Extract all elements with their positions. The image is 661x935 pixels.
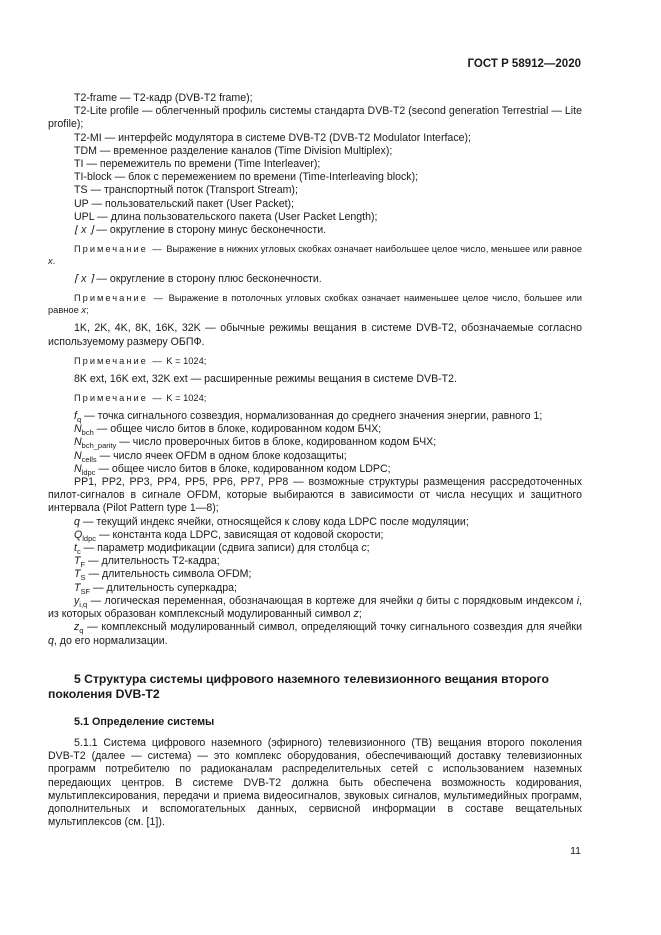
definition-line: TDM — временное разделение каналов (Time Division Multiplex); [74,144,393,157]
note-label: Примечание — [74,393,164,404]
note-label: Примечание — [74,244,164,255]
definition-line: T2-Lite profile — облегченный профиль системы стандарта DVB-T2 (second generation Terrestrial — Lite profile); [48,105,582,131]
symbol-definition: $T_{SF}$ — длительность суперкадра; [74,581,237,596]
note-label: Примечание — [74,355,164,366]
symbol-definition: $Q_{ldpc}$ — константа кода LDPC, зависящая от кодовой скорости; [74,528,384,543]
page-content [48,92,582,829]
symbol-definition: $N_{ldpc}$ — общее число битов в блоке, кодированном кодом LDPC; [74,462,391,477]
symbol-definition: $t_c$ — параметр модификации (сдвига записи) для столбца c; [74,542,370,557]
pilot-pattern-definition: PP1, PP2, PP3, PP4, PP5, PP6, PP7, PP8 — возможные структуры размещения рассредоточенных пилот-сигналов в сигнале OFDM, которые выбираются в зависимости от числа несущих и защитного интервала (Pilot Pattern type 1—8); [48,476,582,515]
note-floor: Примечание — Выражение в нижних угловых скобках означает наибольшее целое число, меньшее или равное x. [48,244,582,267]
definition-line: TS — транспортный поток (Transport Stream); [74,184,298,197]
definition-line: UP — пользовательский пакет (User Packet); [74,197,294,210]
page-number: 11 [570,845,581,857]
body-paragraph: 5.1.1 Система цифрового наземного (эфирного) телевизионного (ТВ) вещания второго поколения DVB-T2 (далее — система) — это комплекс оборудования, обеспечивающий доставку телевизионных программ потребителю по радиоканалам распределительных сетей с использованием наземных передающих центров. В системе DVB-T2 должна быть обеспечена возможность кодирования, мультиплексирования, передачи и приема видеосигналов, звуковых сигналов, мультимедийных программ, дополнительных и вспомогательных данных, сервисной информации в составе вещательных мультиплексов (см. [1]). [48,736,582,829]
definition-line: TI-block — блок с перемежением по времени (Time-Interleaving block); [74,171,419,184]
symbol-definition: q — текущий индекс ячейки, относящейся к слову кода LDPC после модуляции; [74,515,469,528]
ceil-definition: ⌈ x ⌉ — округление в сторону плюс бесконечности. [74,273,322,286]
symbol-definition: $f_q$ — точка сигнального созвездия, нормализованная до среднего значения энергии, равного 1; [74,410,543,425]
definition-line: T2-MI — интерфейс модулятора в системе DVB-T2 (DVB-T2 Modulator Interface); [74,131,471,144]
symbol-definition: $N_{bch}$ — общее число битов в блоке, кодированном кодом БЧХ; [74,423,382,438]
symbol-definition: $T_F$ — длительность T2-кадра; [74,555,220,570]
section-heading: 5 Структура системы цифрового наземного телевизионного вещания второго поколения DVB-T2 [48,671,549,701]
definition-line: TI — перемежитель по времени (Time Interleaver); [74,158,321,171]
modes-paragraph: 1K, 2K, 4K, 8K, 16K, 32K — обычные режимы вещания в системе DVB-T2, обозначаемые согласно используемому размеру ОБПФ. [48,322,582,348]
subsection-heading: 5.1 Определение системы [74,715,215,728]
definition-line: T2-frame — T2-кадр (DVB-T2 frame); [74,92,253,104]
note-ceil: Примечание — Выражение в потолочных угловых скобках означает наименьшее целое число, большее или равное x; [48,293,582,316]
document-header: ГОСТ Р 58912—2020 [467,58,581,70]
symbol-definition: $N_{cells}$ — число ячеек OFDM в одном блоке кодозащиты; [74,449,347,464]
note-label: Примечание — [74,293,165,304]
ext-modes-paragraph: 8K ext, 16K ext, 32K ext — расширенные режимы вещания в системе DVB-T2. [74,372,457,385]
symbol-definition: $y_{i,q}$ — логическая переменная, обозначающая в кортеже для ячейки q биты с порядковым индексом i, из которых образован комплексный модулированный символ z; [48,594,582,621]
floor-symbol: ⌊ x ⌋ [74,224,94,237]
symbol-definition: $N_{bch\_parity}$ — число проверочных битов в блоке, кодированном кодом БЧХ; [74,436,437,451]
note-k: Примечание — K = 1024; [74,355,207,366]
symbol-definition: $z_q$ — комплексный модулированный символ, определяющий точку сигнального созвездия для ячейки q, до его нормализации. [48,621,582,647]
note-k-ext: Примечание — K = 1024; [74,393,207,404]
floor-definition: ⌊ x ⌋ — округление в сторону минус бесконечности. [74,224,327,237]
symbol-definition: $T_S$ — длительность символа OFDM; [74,568,252,583]
definition-line: UPL — длина пользовательского пакета (User Packet Length); [74,210,378,223]
ceil-symbol: ⌈ x ⌉ [74,273,94,286]
